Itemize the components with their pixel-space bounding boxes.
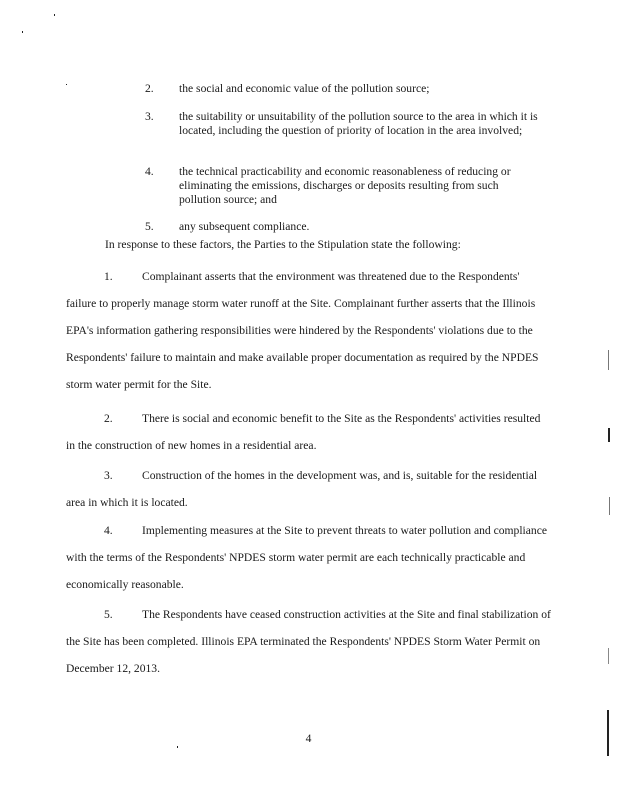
paragraph xyxy=(66,601,552,682)
paragraph xyxy=(66,517,552,598)
intro-text: In response to these factors, the Parties to the Stipulation state the following: xyxy=(105,238,461,251)
paragraph-text: Complainant asserts that the environment was threatened due to the Respondents' failure to properly manage storm water runoff at the Site. Complainant further asserts that the Illinois EPA's information gathering responsibilities were hindered by the Respondents' violations due to the Respondents' failure to maintain and make available proper documentation as required by the NPDES storm water permit for the Site. xyxy=(66,270,539,391)
factor-number: 3. xyxy=(145,110,154,123)
scan-edge-mark xyxy=(608,428,610,442)
paragraph-number: 2. xyxy=(104,412,113,425)
factor-text: the social and economic value of the pollution source; xyxy=(179,82,430,95)
scan-edge-mark xyxy=(609,497,610,515)
scan-speck xyxy=(22,31,23,33)
factor-number: 2. xyxy=(145,82,154,95)
factor-number: 5. xyxy=(145,220,154,233)
paragraph xyxy=(66,462,552,516)
scan-edge-mark xyxy=(607,710,609,756)
scan-speck xyxy=(54,14,55,16)
scan-speck xyxy=(177,746,178,748)
paragraph-text: Implementing measures at the Site to prevent threats to water pollution and compliance with the terms of the Respondents' NPDES storm water permit are each technically practicable and economically reasonable. xyxy=(66,524,548,591)
scan-speck xyxy=(66,84,67,85)
factor-text: any subsequent compliance. xyxy=(179,220,310,233)
factor-text: the technical practicability and economic reasonableness of reducing or eliminating the emissions, discharges or deposits resulting from such pollution source; and xyxy=(179,165,511,206)
scan-edge-mark xyxy=(608,350,609,370)
factor-text: the suitability or unsuitability of the pollution source to the area in which it is located, including the question of priority of location in the area involved; xyxy=(179,110,538,137)
paragraph-number: 4. xyxy=(104,524,113,537)
paragraph-text: The Respondents have ceased construction activities at the Site and final stabilization of the Site has been completed. Illinois EPA terminated the Respondents' NPDES Storm Water Permit on December 12, 2013. xyxy=(66,608,551,675)
paragraph-number: 3. xyxy=(104,469,113,482)
paragraph-text: Construction of the homes in the development was, and is, suitable for the residential area in which it is located. xyxy=(66,469,538,509)
page-number: 4 xyxy=(305,732,312,745)
factor-number: 4. xyxy=(145,165,154,178)
scan-edge-mark xyxy=(608,648,609,664)
paragraph-number: 1. xyxy=(104,270,113,283)
paragraph-text: There is social and economic benefit to the Site as the Respondents' activities resulted in the construction of new homes in a residential area. xyxy=(66,412,541,452)
paragraph-number: 5. xyxy=(104,608,113,621)
paragraph xyxy=(66,263,552,398)
paragraph xyxy=(66,405,552,459)
